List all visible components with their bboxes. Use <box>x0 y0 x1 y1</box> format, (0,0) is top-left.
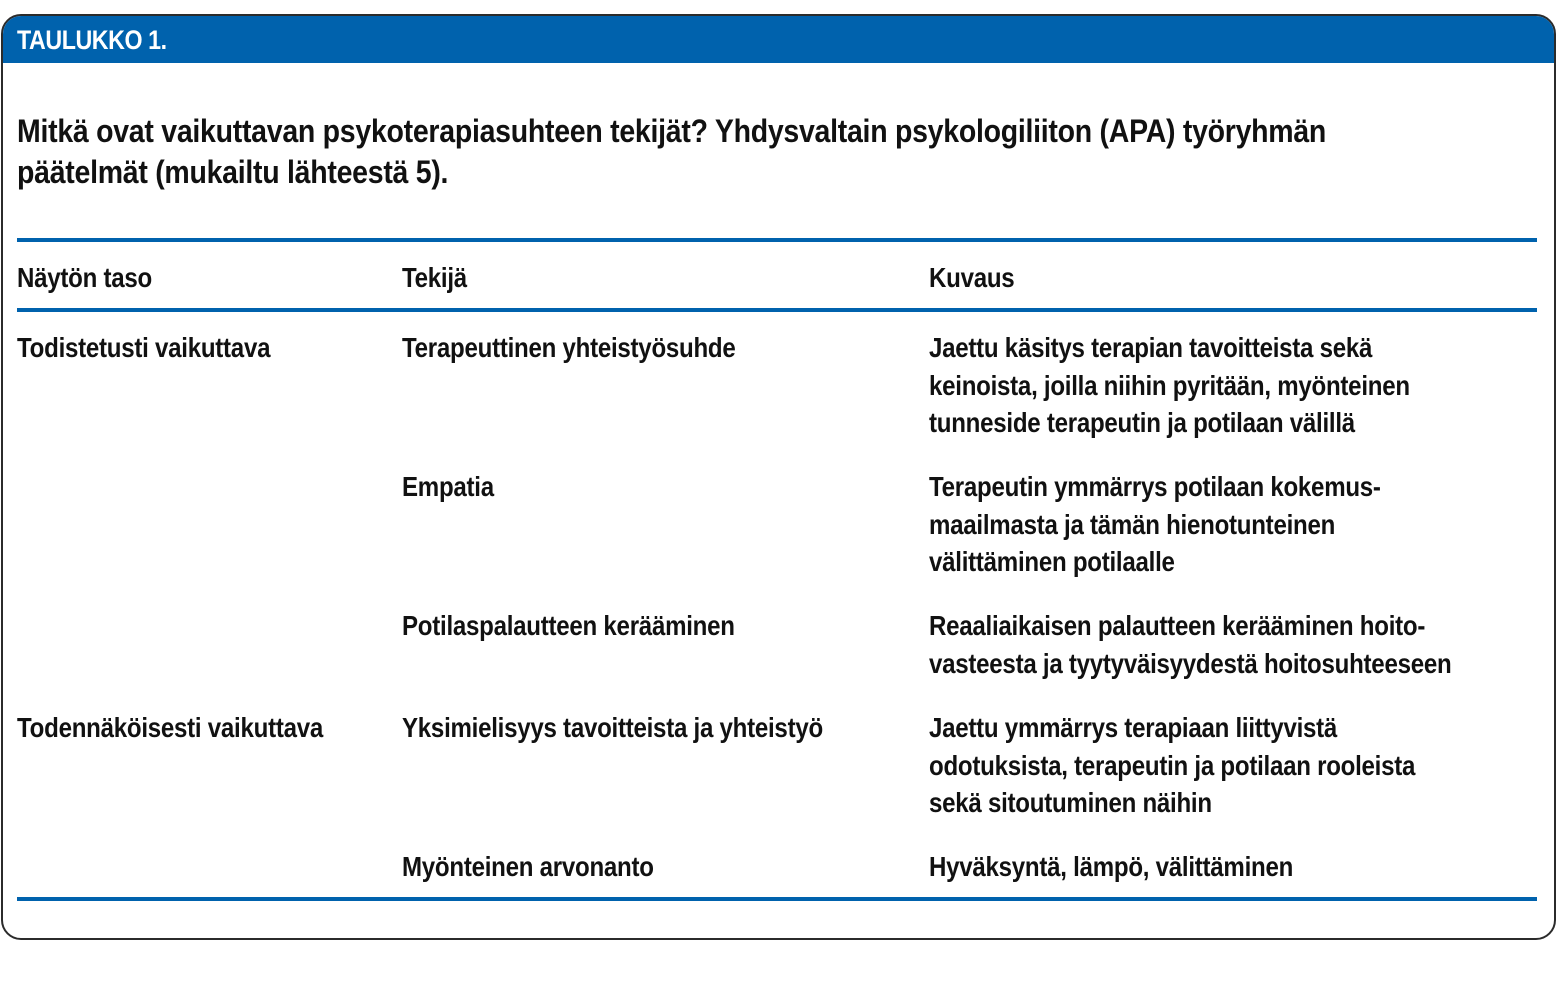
row-4-factor: Yksimielisyys tavoitteista ja yhteistyö <box>402 712 823 743</box>
description-line: Jaettu ymmärrys terapiaan liittyvistä <box>929 712 1338 743</box>
row-1-factor: Terapeuttinen yhteistyösuhde <box>402 332 736 363</box>
column-header-level: Näytön taso <box>17 262 152 293</box>
row-4-description <box>929 709 1415 822</box>
row-3-description <box>929 607 1451 682</box>
table-top-rule <box>17 238 1537 242</box>
row-4-level: Todennäköisesti vaikuttava <box>17 712 323 743</box>
description-line: tunneside terapeutin ja potilaan välillä <box>929 407 1355 438</box>
description-line: keinoista, joilla niihin pyritään, myönteinen <box>929 369 1410 401</box>
table-panel <box>1 14 1556 940</box>
description-line: Reaaliaikaisen palautteen kerääminen hoito- <box>929 610 1426 641</box>
description-line: sekä sitoutuminen näihin <box>929 787 1212 818</box>
table-header-rule <box>17 308 1537 312</box>
description-line: Terapeutin ymmärrys potilaan kokemus- <box>929 471 1381 502</box>
description-line: vasteesta ja tyytyväisyydestä hoitosuhteeseen <box>929 647 1452 679</box>
table-number-label: TAULUKKO 1. <box>17 25 167 55</box>
description-line: maailmasta ja tämän hienotunteinen <box>929 508 1336 540</box>
panel-header <box>3 16 1554 63</box>
row-1-level: Todistetusti vaikuttava <box>17 332 271 363</box>
description-line: Hyväksyntä, lämpö, välittäminen <box>929 851 1294 882</box>
column-header-description: Kuvaus <box>929 262 1015 293</box>
row-5-factor: Myönteinen arvonanto <box>402 851 654 882</box>
row-1-description <box>929 329 1410 442</box>
description-line: Jaettu käsitys terapian tavoitteista sekä <box>929 332 1373 363</box>
description-line: odotuksista, terapeutin ja potilaan rooleista <box>929 749 1416 781</box>
table-bottom-rule <box>17 897 1537 901</box>
column-header-factor: Tekijä <box>402 262 467 293</box>
row-2-factor: Empatia <box>402 471 494 502</box>
row-3-factor: Potilaspalautteen kerääminen <box>402 610 735 641</box>
row-2-description <box>929 468 1381 581</box>
row-5-description <box>929 848 1293 886</box>
table-caption: Mitkä ovat vaikuttavan psykoterapiasuhteen tekijät? Yhdysvaltain psykologiliiton (APA) työryhmän päätelmät (mukailtu lähteestä 5). <box>17 113 1327 190</box>
description-line: välittäminen potilaalle <box>929 546 1175 577</box>
